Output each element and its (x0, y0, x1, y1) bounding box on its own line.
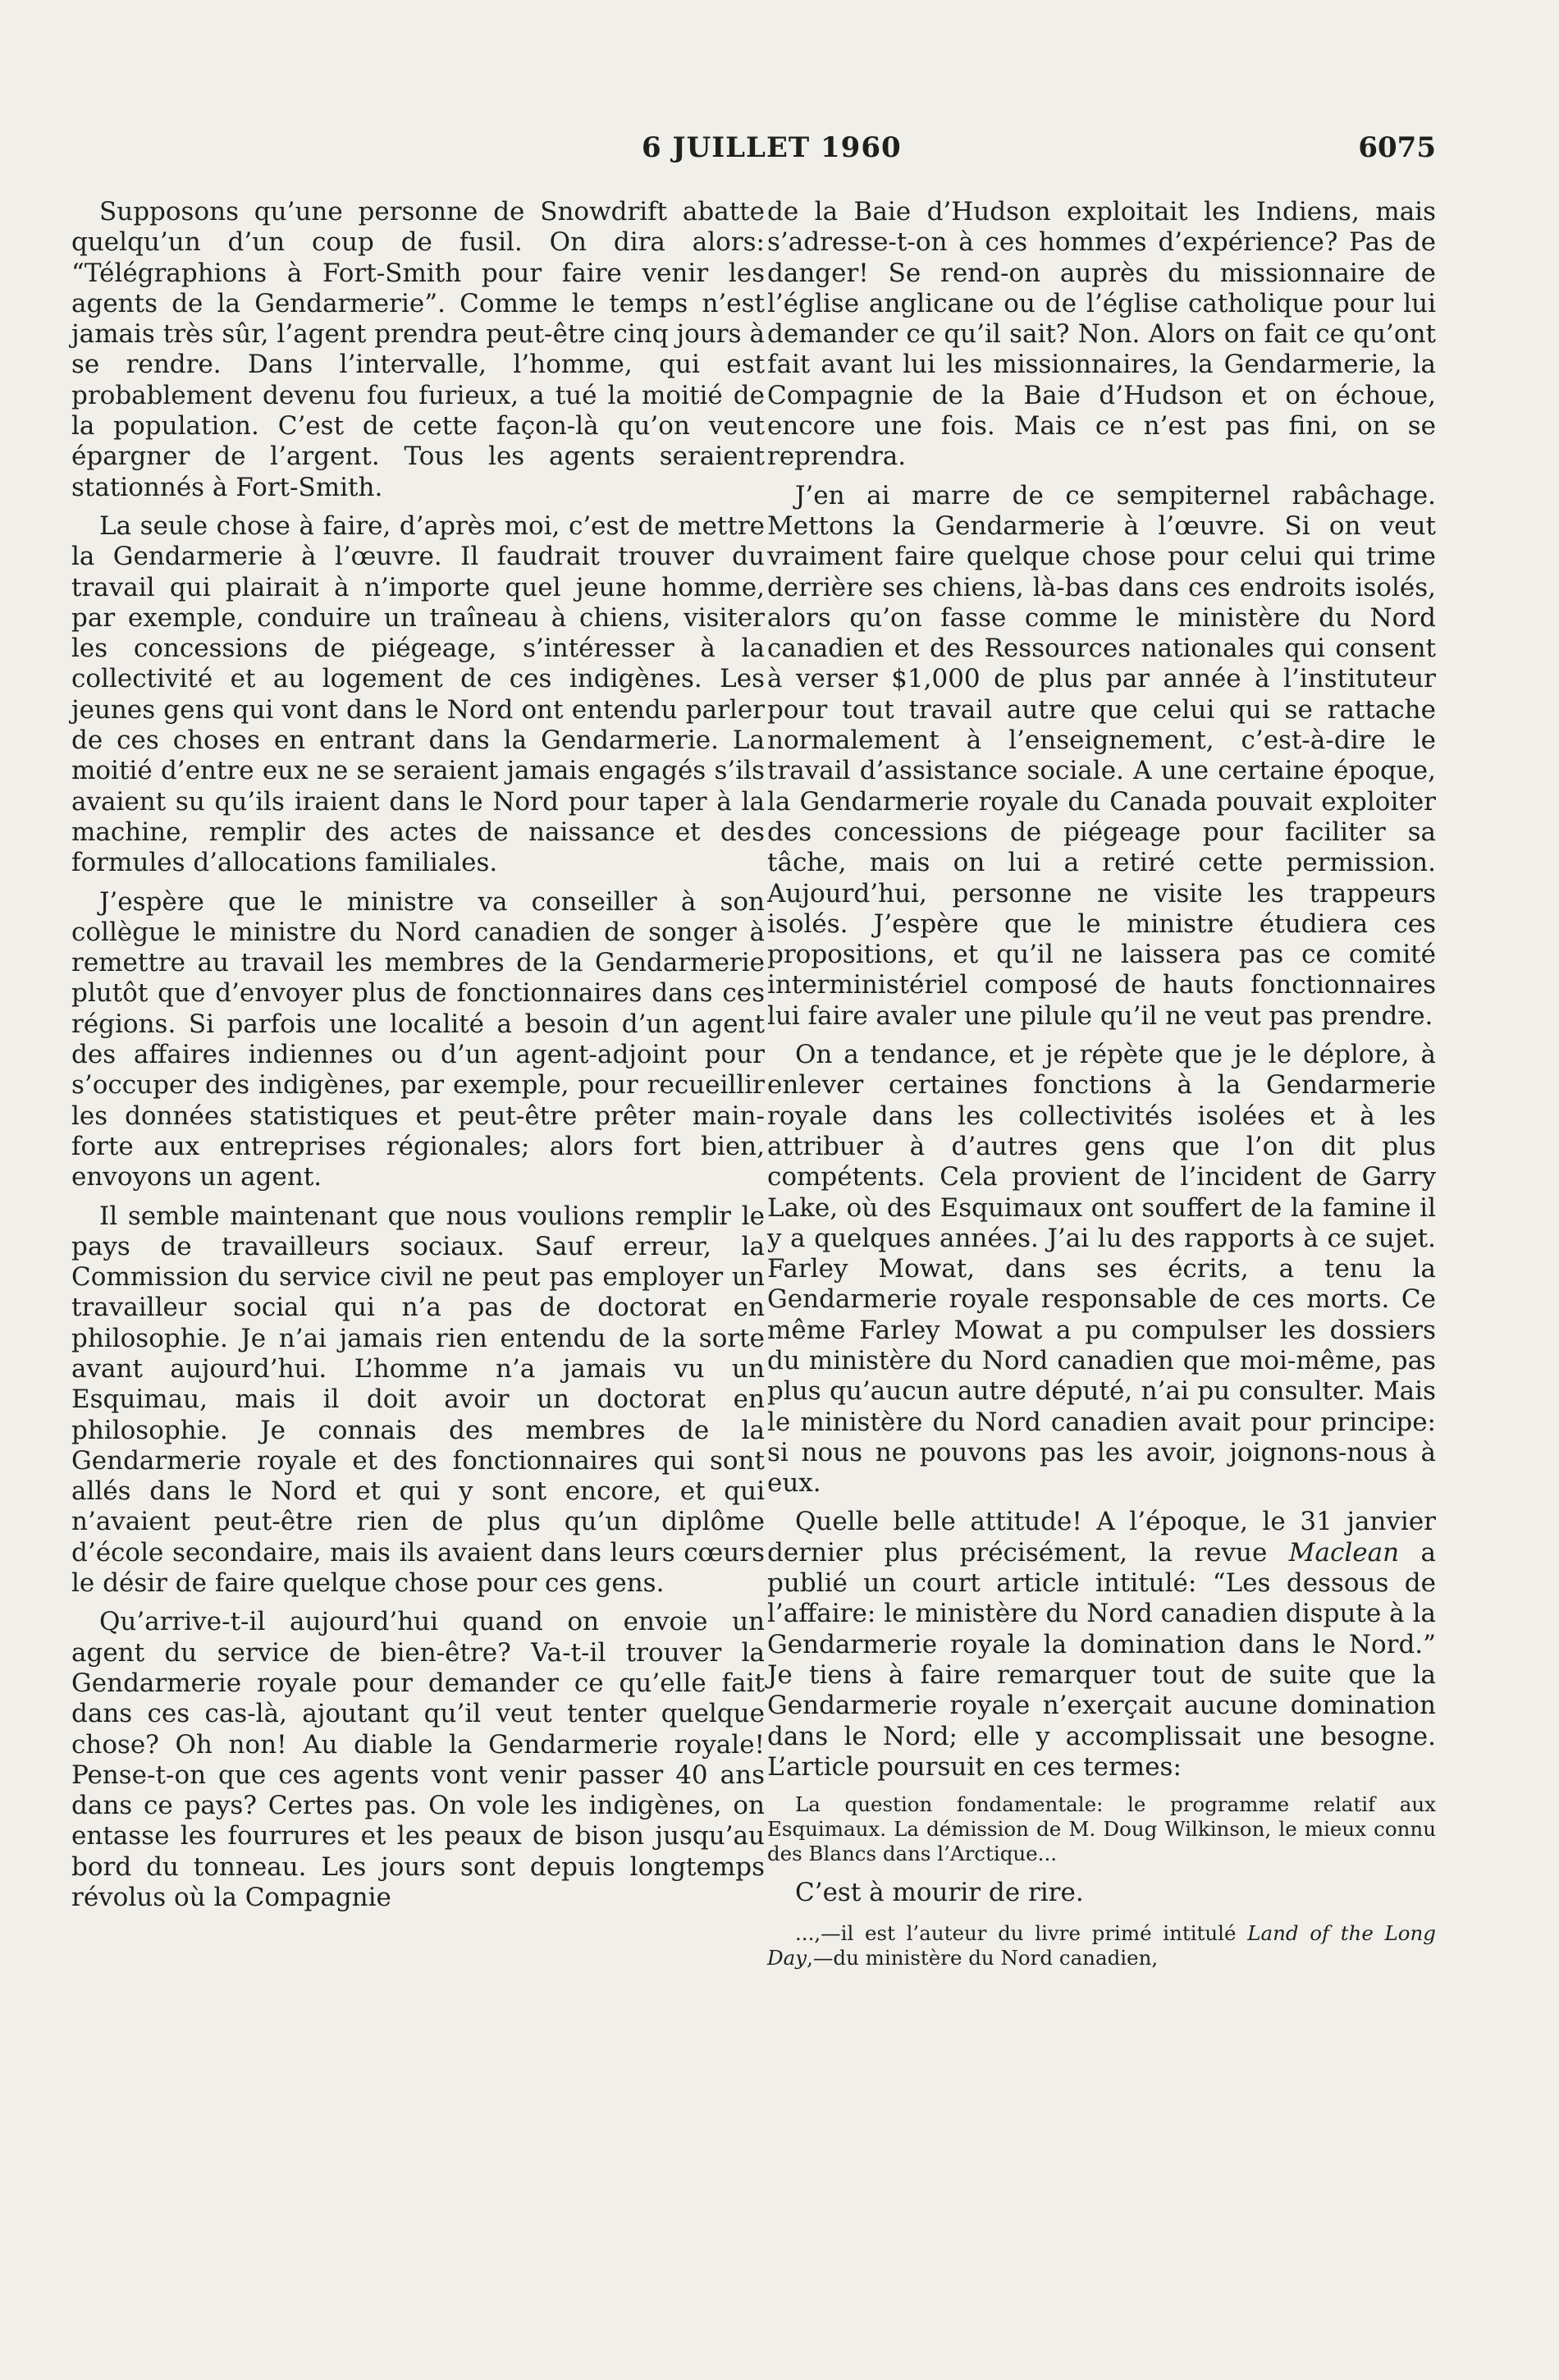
left-column (71, 197, 765, 1921)
right-column (767, 197, 1436, 1982)
paragraph: Il semble maintenant que nous voulions remplir le pays de travailleurs sociaux. Sauf erreur, la Commission du service civil ne peut pas employer un travailleur social qui n’a pas de doctorat en philosophie. Je n’ai jamais rien entendu de la sorte avant aujourd’hui. L’homme n’a jamais vu un Esquimau, mais il doit avoir un doctorat en philosophie. Je connais des membres de la Gendarmerie royale et des fonctionnaires qui sont allés dans le Nord et qui y sont encore, et qui n’avaient peut-être rien de plus qu’un diplôme d’école secondaire, mais ils avaient dans leurs cœurs le désir de faire quelque chose pour ces gens. (71, 1201, 765, 1599)
quote-text: ,—du ministère du Nord canadien, (807, 1946, 1159, 1970)
paragraph: Supposons qu’une personne de Snowdrift abatte quelqu’un d’un coup de fusil. On dira alors: “Télégraphions à Fort-Smith pour faire venir les agents de la Gendarmerie”. Comme le temps n’est jamais très sûr, l’agent prendra peut-être cinq jours à se rendre. Dans l’intervalle, l’homme, qui est probablement devenu fou furieux, a tué la moitié de la population. C’est de cette façon-là qu’on veut épargner de l’argent. Tous les agents seraient stationnés à Fort-Smith. (71, 197, 765, 502)
book-title: Land of the Long Day (767, 1921, 1436, 1970)
quote-text: ...,—il est l’auteur du livre primé intitulé (795, 1921, 1248, 1946)
magazine-title: Maclean (1288, 1537, 1400, 1568)
page-header (0, 123, 1559, 172)
paragraph-text: a publié un court article intitulé: “Les dessous de l’affaire: le ministère du Nord canadien dispute à la Gendarmerie royale la domination dans le Nord.” Je tiens à faire remarquer tout de suite que la Gendarmerie royale n’exerçait aucune domination dans le Nord; elle y accomplissait une besogne. L’article poursuit en ces termes: (767, 1537, 1436, 1782)
page-date: 6 JUILLET 1960 (642, 131, 902, 164)
paragraph: La seule chose à faire, d’après moi, c’est de mettre la Gendarmerie à l’œuvre. Il faudrait trouver du travail qui plairait à n’importe quel jeune homme, par exemple, conduire un traîneau à chiens, visiter les concessions de piégeage, s’intéresser à la collectivité et au logement de ces indigènes. Les jeunes gens qui vont dans le Nord ont entendu parler de ces choses en entrant dans la Gendarmerie. La moitié d’entre eux ne se seraient jamais engagés s’ils avaient su qu’ils iraient dans le Nord pour taper à la machine, remplir des actes de naissance et des formules d’allocations familiales. (71, 510, 765, 878)
paragraph: Qu’arrive-t-il aujourd’hui quand on envoie un agent du service de bien-être? Va-t-il trouver la Gendarmerie royale pour demander ce qu’elle fait dans ces cas-là, ajoutant qu’il veut tenter quelque chose? Oh non! Au diable la Gendarmerie royale! Pense-t-on que ces agents vont venir passer 40 ans dans ce pays? Certes pas. On vole les indigènes, on entasse les fourrures et les peaux de bison jusqu’au bord du tonneau. Les jours sont depuis longtemps révolus où la Compagnie (71, 1607, 765, 1913)
paragraph: de la Baie d’Hudson exploitait les Indiens, mais s’adresse-t-on à ces hommes d’expérience? Pas de danger! Se rend-on auprès du missionnaire de l’église anglicane ou de l’église catholique pour lui demander ce qu’il sait? Non. Alors on fait ce qu’ont fait avant lui les missionnaires, la Gendarmerie, la Compagnie de la Baie d’Hudson et on échoue, encore une fois. Mais ce n’est pas fini, on se reprendra. (767, 197, 1436, 472)
paragraph: C’est à mourir de rire. (795, 1878, 1084, 1908)
paragraph (767, 1507, 1436, 1783)
paragraph: On a tendance, et je répète que je le déplore, à enlever certaines fonctions à la Gendarmerie royale dans les collectivités isolées et à les attribuer à d’autres gens que l’on dit plus compétents. Cela provient de l’incident de Garry Lake, où des Esquimaux ont souffert de la famine il y a quelques années. J’ai lu des rapports à ce sujet. Farley Mowat, dans ses écrits, a tenu la Gendarmerie royale responsable de ces morts. Ce même Farley Mowat a pu compulser les dossiers du ministère du Nord canadien que moi-même, pas plus qu’aucun autre député, n’ai pu consulter. Mais le ministère du Nord canadien avait pour principe: si nous ne pouvons pas les avoir, joignons-nous à eux. (767, 1040, 1436, 1499)
page-number: 6075 (1358, 131, 1436, 164)
block-quote (767, 1921, 1436, 1970)
block-quote: La question fondamentale: le programme relatif aux Esquimaux. La démission de M. Doug Wilkinson, le mieux connu des Blancs dans l’Arctique... (767, 1792, 1436, 1866)
paragraph: J’en ai marre de ce sempiternel rabâchage. Mettons la Gendarmerie à l’œuvre. Si on veut vraiment faire quelque chose pour celui qui trime derrière ses chiens, là-bas dans ces endroits isolés, alors qu’on fasse comme le ministère du Nord canadien et des Ressources nationales qui consent à verser $1,000 de plus par année à l’instituteur pour tout travail autre que celui qui se rattache normalement à l’enseignement, c’est-à-dire le travail d’assistance sociale. A une certaine époque, la Gendarmerie royale du Canada pouvait exploiter des concessions de piégeage pour faciliter sa tâche, mais on lui a retiré cette permission. Aujourd’hui, personne ne visite les trappeurs isolés. J’espère que le ministre étudiera ces propositions, et qu’il ne laissera pas ce comité interministériel composé de hauts fonctionnaires lui faire avaler une pilule qu’il ne veut pas prendre. (767, 480, 1436, 1031)
paragraph-text: Quelle belle attitude! A l’époque, le 31 janvier dernier plus précisément, la revue (767, 1507, 1436, 1568)
paragraph: J’espère que le ministre va conseiller à son collègue le ministre du Nord canadien de songer à remettre au travail les membres de la Gendarmerie plutôt que d’envoyer plus de fonctionnaires dans ces régions. Si parfois une localité a besoin d’un agent des affaires indiennes ou d’un agent-adjoint pour s’occuper des indigènes, par exemple, pour recueillir les données statistiques et peut-être prêter main-forte aux entreprises régionales; alors fort bien, envoyons un agent. (71, 886, 765, 1192)
